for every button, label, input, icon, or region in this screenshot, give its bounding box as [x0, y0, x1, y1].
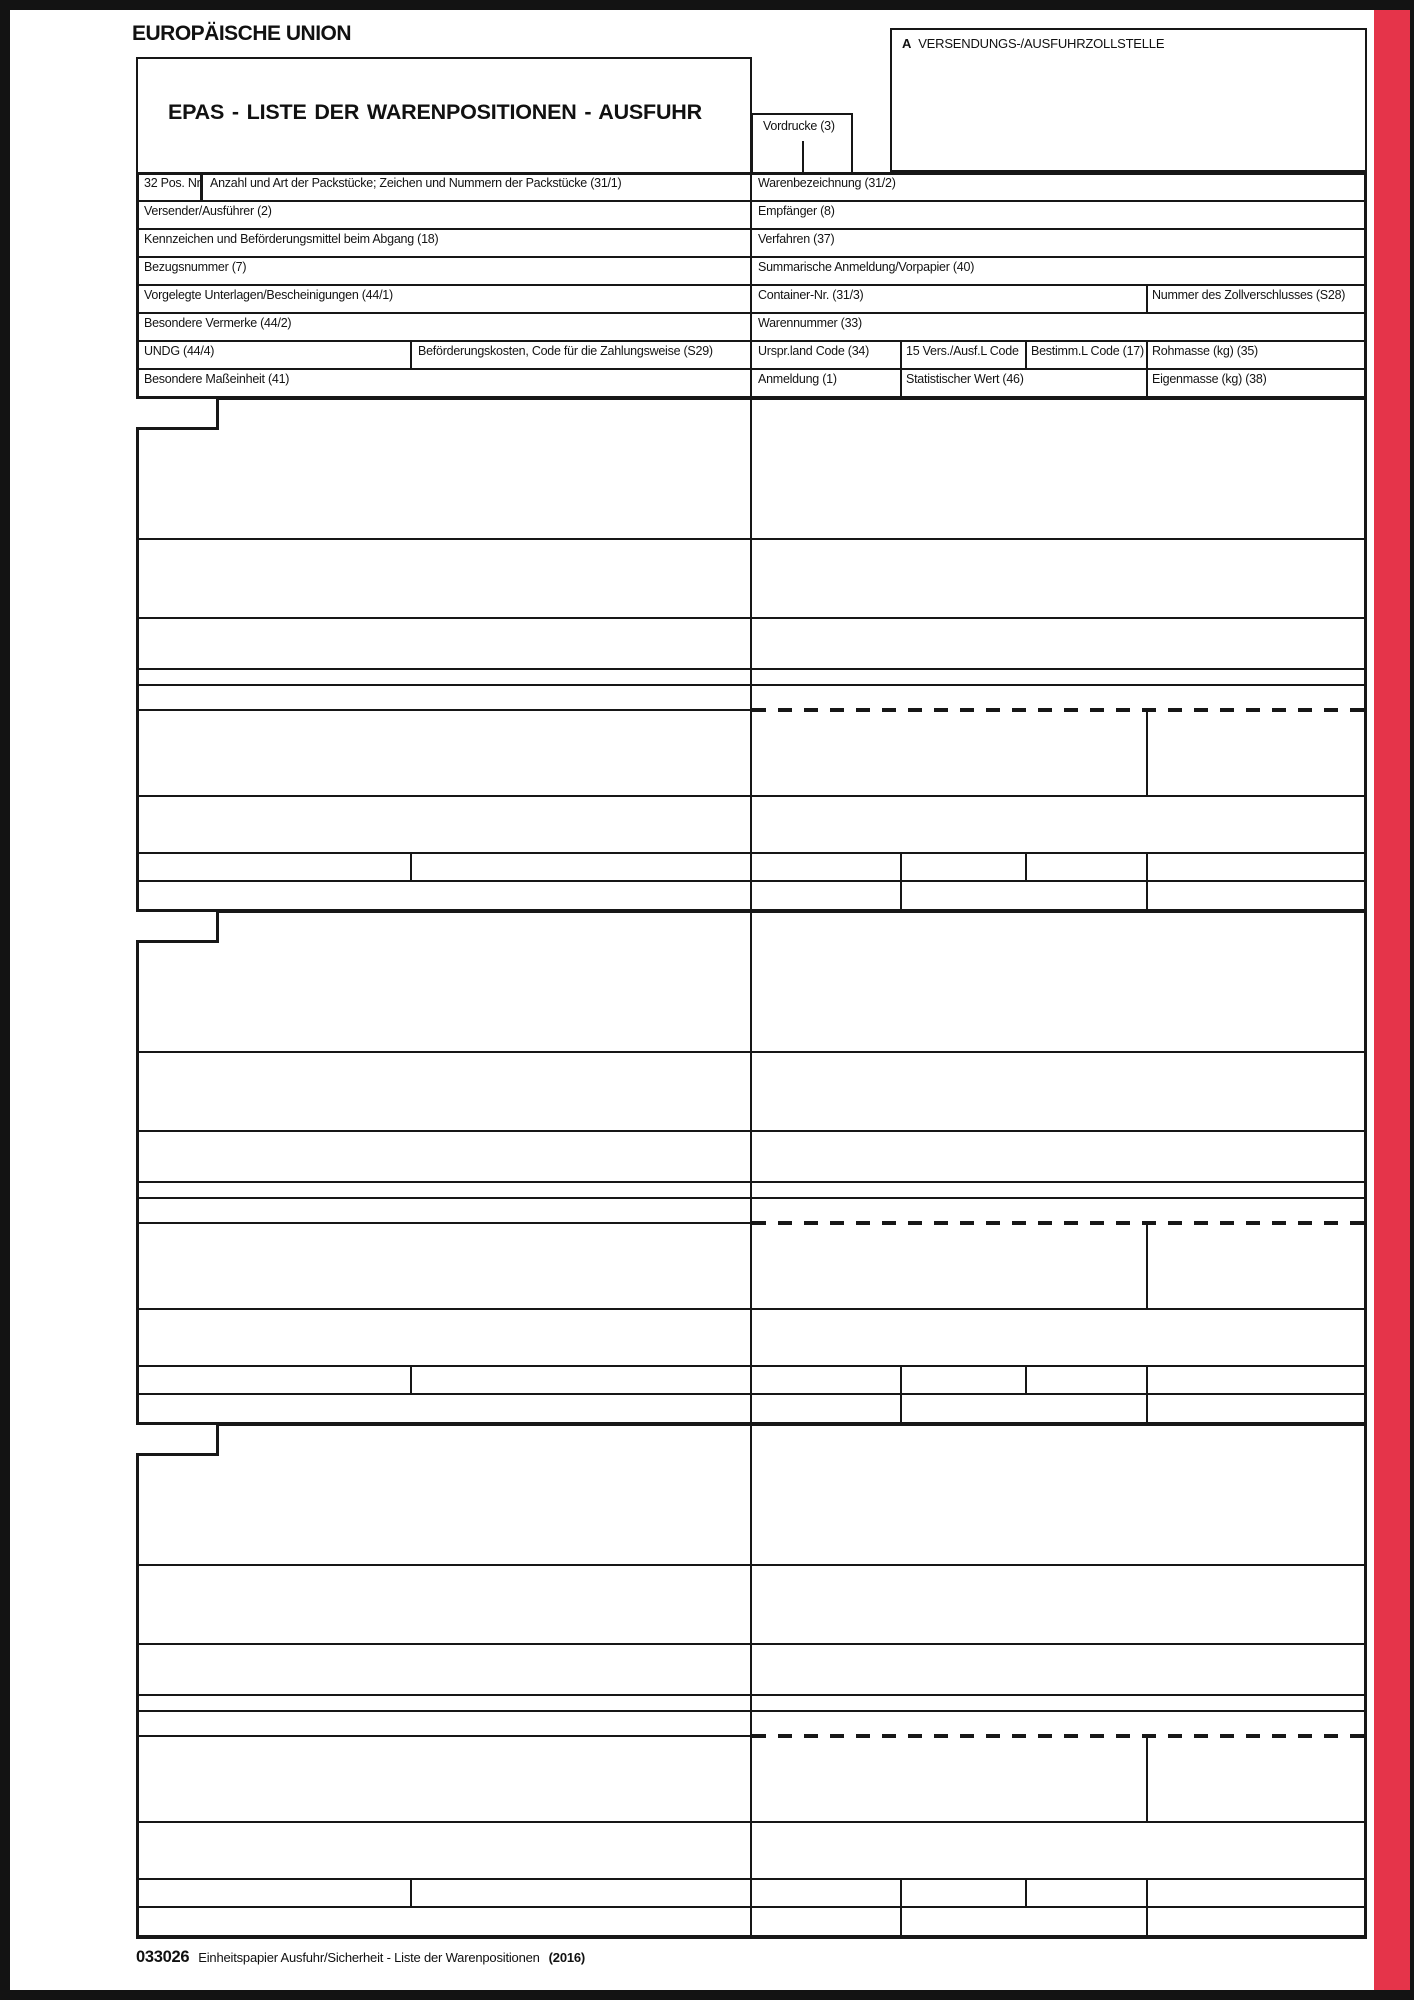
section-cell-divider [1025, 1878, 1027, 1906]
section-cell-divider [1025, 852, 1027, 880]
section-row-line [136, 1710, 1367, 1712]
form-title: EPAS - LISTE DER WARENPOSITIONEN - AUSFUHR [168, 100, 702, 124]
section-cell-divider [1146, 1735, 1148, 1821]
grid-line [410, 340, 412, 368]
field-label-versausfl: 15 Vers./Ausf.L Code [906, 344, 1019, 358]
section-left-edge [136, 396, 139, 909]
page-border-bottom [0, 1990, 1414, 2000]
section-dashed-line [752, 1221, 1367, 1225]
section-row-line [136, 1051, 1367, 1053]
item-position-number-box [136, 399, 219, 430]
union-title: EUROPÄISCHE UNION [132, 22, 352, 45]
office-box-label: A VERSENDUNGS-/AUSFUHRZOLLSTELLE [902, 36, 1165, 51]
field-label-verfahren: Verfahren (37) [758, 232, 835, 246]
vordrucke-label: Vordrucke (3) [763, 119, 835, 133]
grid-line [1025, 340, 1027, 368]
section-right-edge [1364, 396, 1367, 909]
section-row-line [136, 1197, 1367, 1199]
field-label-versender: Versender/Ausführer (2) [144, 204, 272, 218]
field-label-unterlagen: Vorgelegte Unterlagen/Bescheinigungen (44/1) [144, 288, 393, 302]
section-dashed-line [752, 1734, 1367, 1738]
item-section-3 [136, 1422, 1367, 1935]
section-row-line [136, 1222, 752, 1224]
section-row-line [136, 1393, 1367, 1395]
section-cell-divider [1146, 1222, 1148, 1308]
field-label-vermerke: Besondere Vermerke (44/2) [144, 316, 292, 330]
section-cell-divider [410, 1365, 412, 1393]
section-row-line [136, 1564, 1367, 1566]
section-row-line [136, 1130, 1367, 1132]
field-label-pos-nr: 32 Pos. Nr. [144, 176, 204, 190]
item-section-2 [136, 909, 1367, 1422]
section-row-line [136, 852, 1367, 854]
red-edge-stripe [1374, 0, 1414, 2000]
page-border-right [1410, 0, 1414, 2000]
section-row-line [136, 1643, 1367, 1645]
footer-year: (2016) [548, 1950, 586, 1965]
section-row-line [136, 709, 752, 711]
section-row-line [136, 1308, 1367, 1310]
field-label-bezugsnummer: Bezugsnummer (7) [144, 260, 247, 274]
field-label-bestimml: Bestimm.L Code (17) [1031, 344, 1144, 358]
section-right-edge [1364, 909, 1367, 1422]
section-row-line [136, 1181, 1367, 1183]
table-left-edge [136, 172, 139, 396]
section-row-line [136, 617, 1367, 619]
section-cell-divider [410, 1878, 412, 1906]
field-label-rohmasse: Rohmasse (kg) (35) [1152, 344, 1258, 358]
field-label-statistischer-wert: Statistischer Wert (46) [906, 372, 1024, 386]
section-cell-divider [1025, 1365, 1027, 1393]
section-left-edge [136, 1422, 139, 1935]
section-row-line [136, 1694, 1367, 1696]
field-label-masseinheit: Besondere Maßeinheit (41) [144, 372, 290, 386]
field-label-summarische: Summarische Anmeldung/Vorpapier (40) [758, 260, 975, 274]
field-label-zollverschluss: Nummer des Zollverschlusses (S28) [1152, 288, 1346, 302]
section-cell-divider [1146, 709, 1148, 795]
grid-line [1146, 340, 1148, 396]
section-row-line [136, 1365, 1367, 1367]
field-label-warenbezeichnung: Warenbezeichnung (31/2) [758, 176, 896, 190]
vordrucke-divider-tick [802, 141, 804, 172]
section-center-divider [750, 396, 752, 909]
section-center-divider [750, 1422, 752, 1935]
field-label-befoerderungskosten: Beförderungskosten, Code für die Zahlungsweise (S29) [418, 344, 713, 358]
field-label-ursprland: Urspr.land Code (34) [758, 344, 870, 358]
field-label-warennummer: Warennummer (33) [758, 316, 862, 330]
item-position-number-box [136, 912, 219, 943]
section-right-edge [1364, 1422, 1367, 1935]
section-row-line [136, 1821, 1367, 1823]
field-label-empfaenger: Empfänger (8) [758, 204, 835, 218]
field-label-kennzeichen: Kennzeichen und Beförderungsmittel beim Abgang (18) [144, 232, 439, 246]
field-label-eigenmasse: Eigenmasse (kg) (38) [1152, 372, 1267, 386]
section-row-line [136, 795, 1367, 797]
section-row-line [136, 1906, 1367, 1908]
section-row-line [136, 684, 1367, 686]
section-row-line [136, 1878, 1367, 1880]
field-label-anmeldung: Anmeldung (1) [758, 372, 837, 386]
grid-line [900, 340, 902, 396]
footer-text: Einheitspapier Ausfuhr/Sicherheit - Liste der Warenpositionen [198, 1950, 540, 1965]
page-border-top [0, 0, 1414, 10]
office-box-letter: A [902, 36, 912, 51]
center-divider [750, 172, 752, 396]
form-footer [136, 1948, 585, 1967]
section-row-line [136, 880, 1367, 882]
section-row-line [136, 668, 1367, 670]
item-section-1 [136, 396, 1367, 909]
table-bottom-edge [136, 1935, 1367, 1939]
section-row-line [136, 538, 1367, 540]
table-right-edge [1364, 172, 1367, 396]
field-label-packstuecke: Anzahl und Art der Packstücke; Zeichen und Nummern der Packstücke (31/1) [210, 176, 622, 190]
section-row-line [136, 1735, 752, 1737]
section-left-edge [136, 909, 139, 1422]
item-position-number-box [136, 1425, 219, 1456]
field-label-container: Container-Nr. (31/3) [758, 288, 864, 302]
form-number: 033026 [136, 1948, 190, 1966]
section-center-divider [750, 909, 752, 1422]
field-label-undg: UNDG (44/4) [144, 344, 215, 358]
page-border-left [0, 0, 10, 2000]
grid-line [1146, 284, 1148, 312]
section-cell-divider [410, 852, 412, 880]
section-dashed-line [752, 708, 1367, 712]
